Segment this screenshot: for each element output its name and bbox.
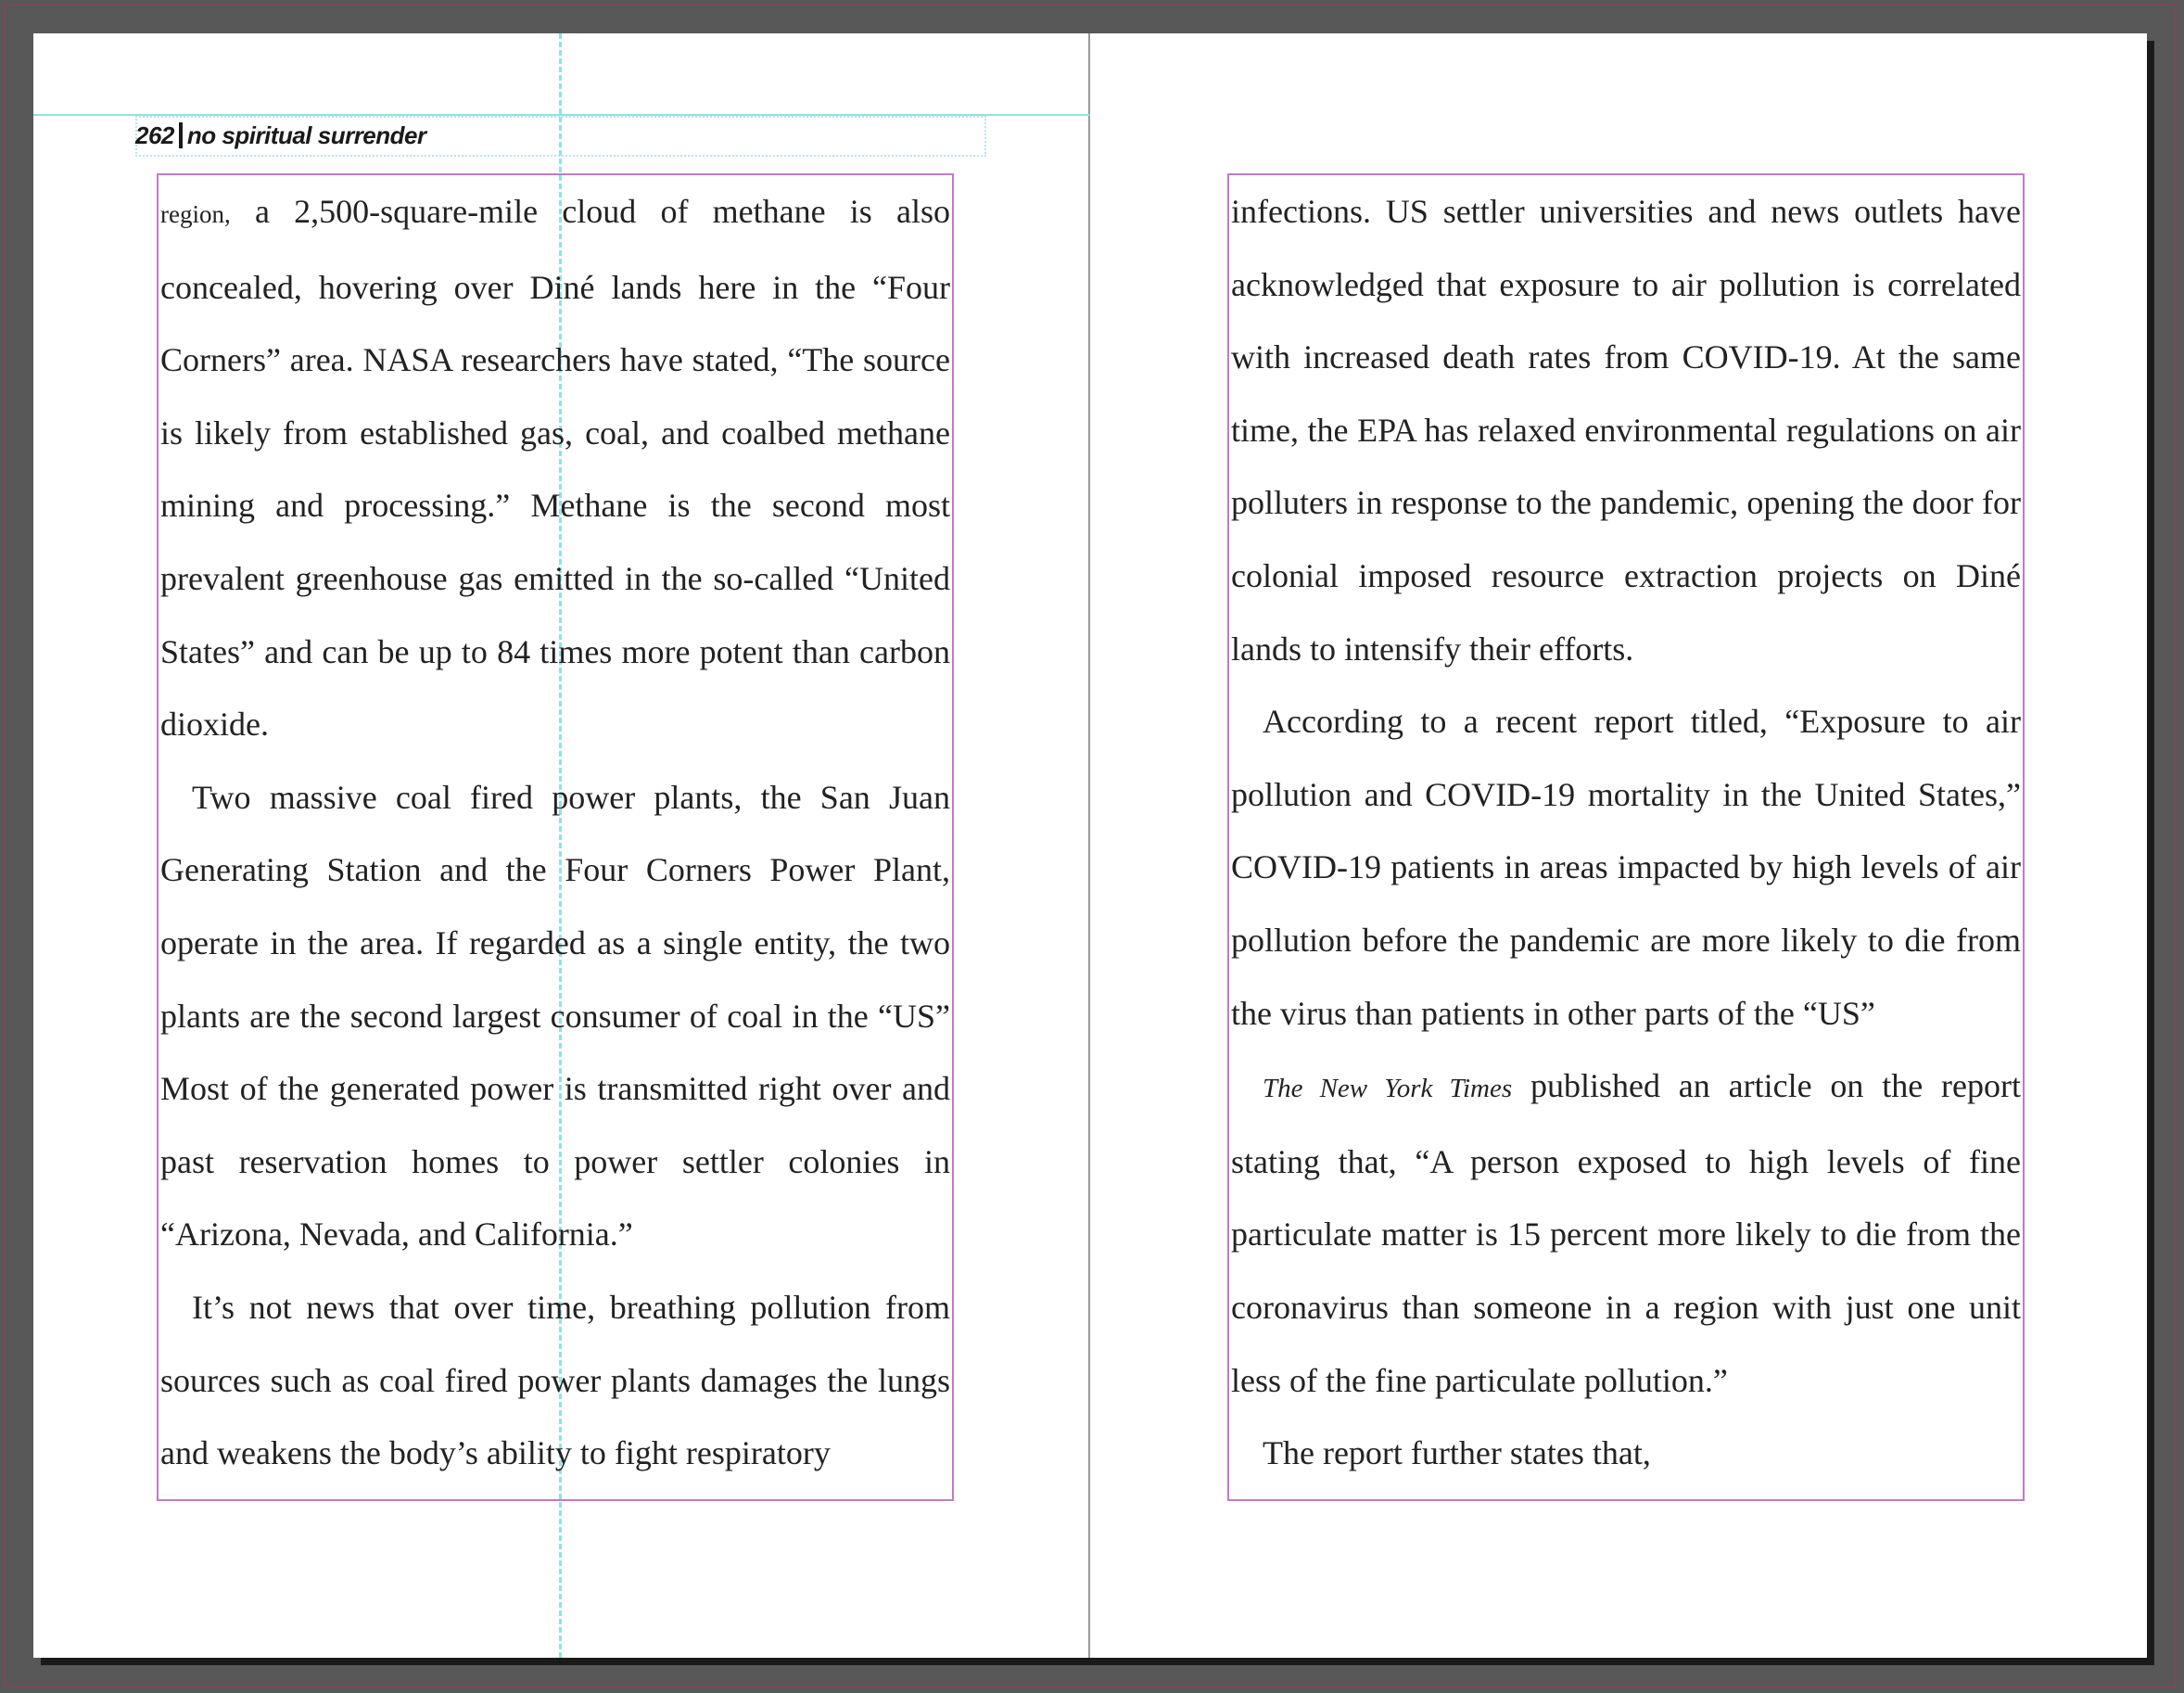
paragraph-lead: region,: [160, 200, 231, 228]
left-text-frame[interactable]: [157, 173, 954, 1501]
running-head-title: no spiritual surrender: [186, 121, 426, 149]
paragraph: Two massive coal fired power plants, the San Juan Generating Station and the Four Corners Power Plant, operate in the area. If regarded as a single entity, the two plants are the second largest consumer of coal in the “US” Most of the generated power is transmitted right over and past reservation homes to power settler colonies in “Arizona, Nevada, and California.”: [160, 778, 950, 1254]
paragraph: The report further states that,: [1263, 1434, 1651, 1472]
right-text-frame[interactable]: [1227, 173, 2025, 1501]
paragraph: [1231, 1050, 2021, 1417]
spread-spine: [1088, 33, 1090, 1658]
page-spread: [33, 33, 2147, 1658]
separator-bar: [179, 122, 183, 148]
running-head: [135, 115, 426, 156]
right-text-body: [1231, 175, 2021, 1490]
left-text-body: [160, 175, 950, 1490]
paragraph: infections. US settler universities and news outlets have acknowledged that exposure to air pollution is correlated with increased death rates from COVID-19. At the same time, the EPA has relaxed environmental regulations on air polluters in response to the pandemic, opening the door for colonial imposed resource extraction projects on Diné lands to intensify their efforts.: [1231, 193, 2021, 668]
paragraph: It’s not news that over time, breathing pollution from sources such as coal fired power plants damages the lungs and weakens the body’s ability to fight respiratory: [160, 1288, 950, 1472]
paragraph: According to a recent report titled, “Exposure to air pollution and COVID-19 mortality in the United States,” COVID-19 patients in areas impacted by high levels of air pollution before the pandemic are more likely to die from the virus than patients in other parts of the “US”: [1231, 703, 2021, 1032]
paragraph-text: a 2,500-square-mile cloud of methane is also concealed, hovering over Diné lands here in the “Four Corners” area. NASA researchers have stated, “The source is likely from established gas, coal, and coalbed methane mining and processing.” Methane is the second most prevalent greenhouse gas emitted in the so-called “United States” and can be up to 84 times more potent than carbon dioxide.: [160, 193, 950, 744]
publication-title: The New York Times: [1263, 1074, 1513, 1104]
paragraph: [160, 175, 950, 761]
paragraph-text: published an article on the report stating that, “A person exposed to high levels of fine particulate matter is 15 percent more likely to die from the coronavirus than someone in a region with just one unit less of the fine particulate pollution.”: [1231, 1067, 2021, 1399]
page-number: 262: [135, 121, 174, 149]
